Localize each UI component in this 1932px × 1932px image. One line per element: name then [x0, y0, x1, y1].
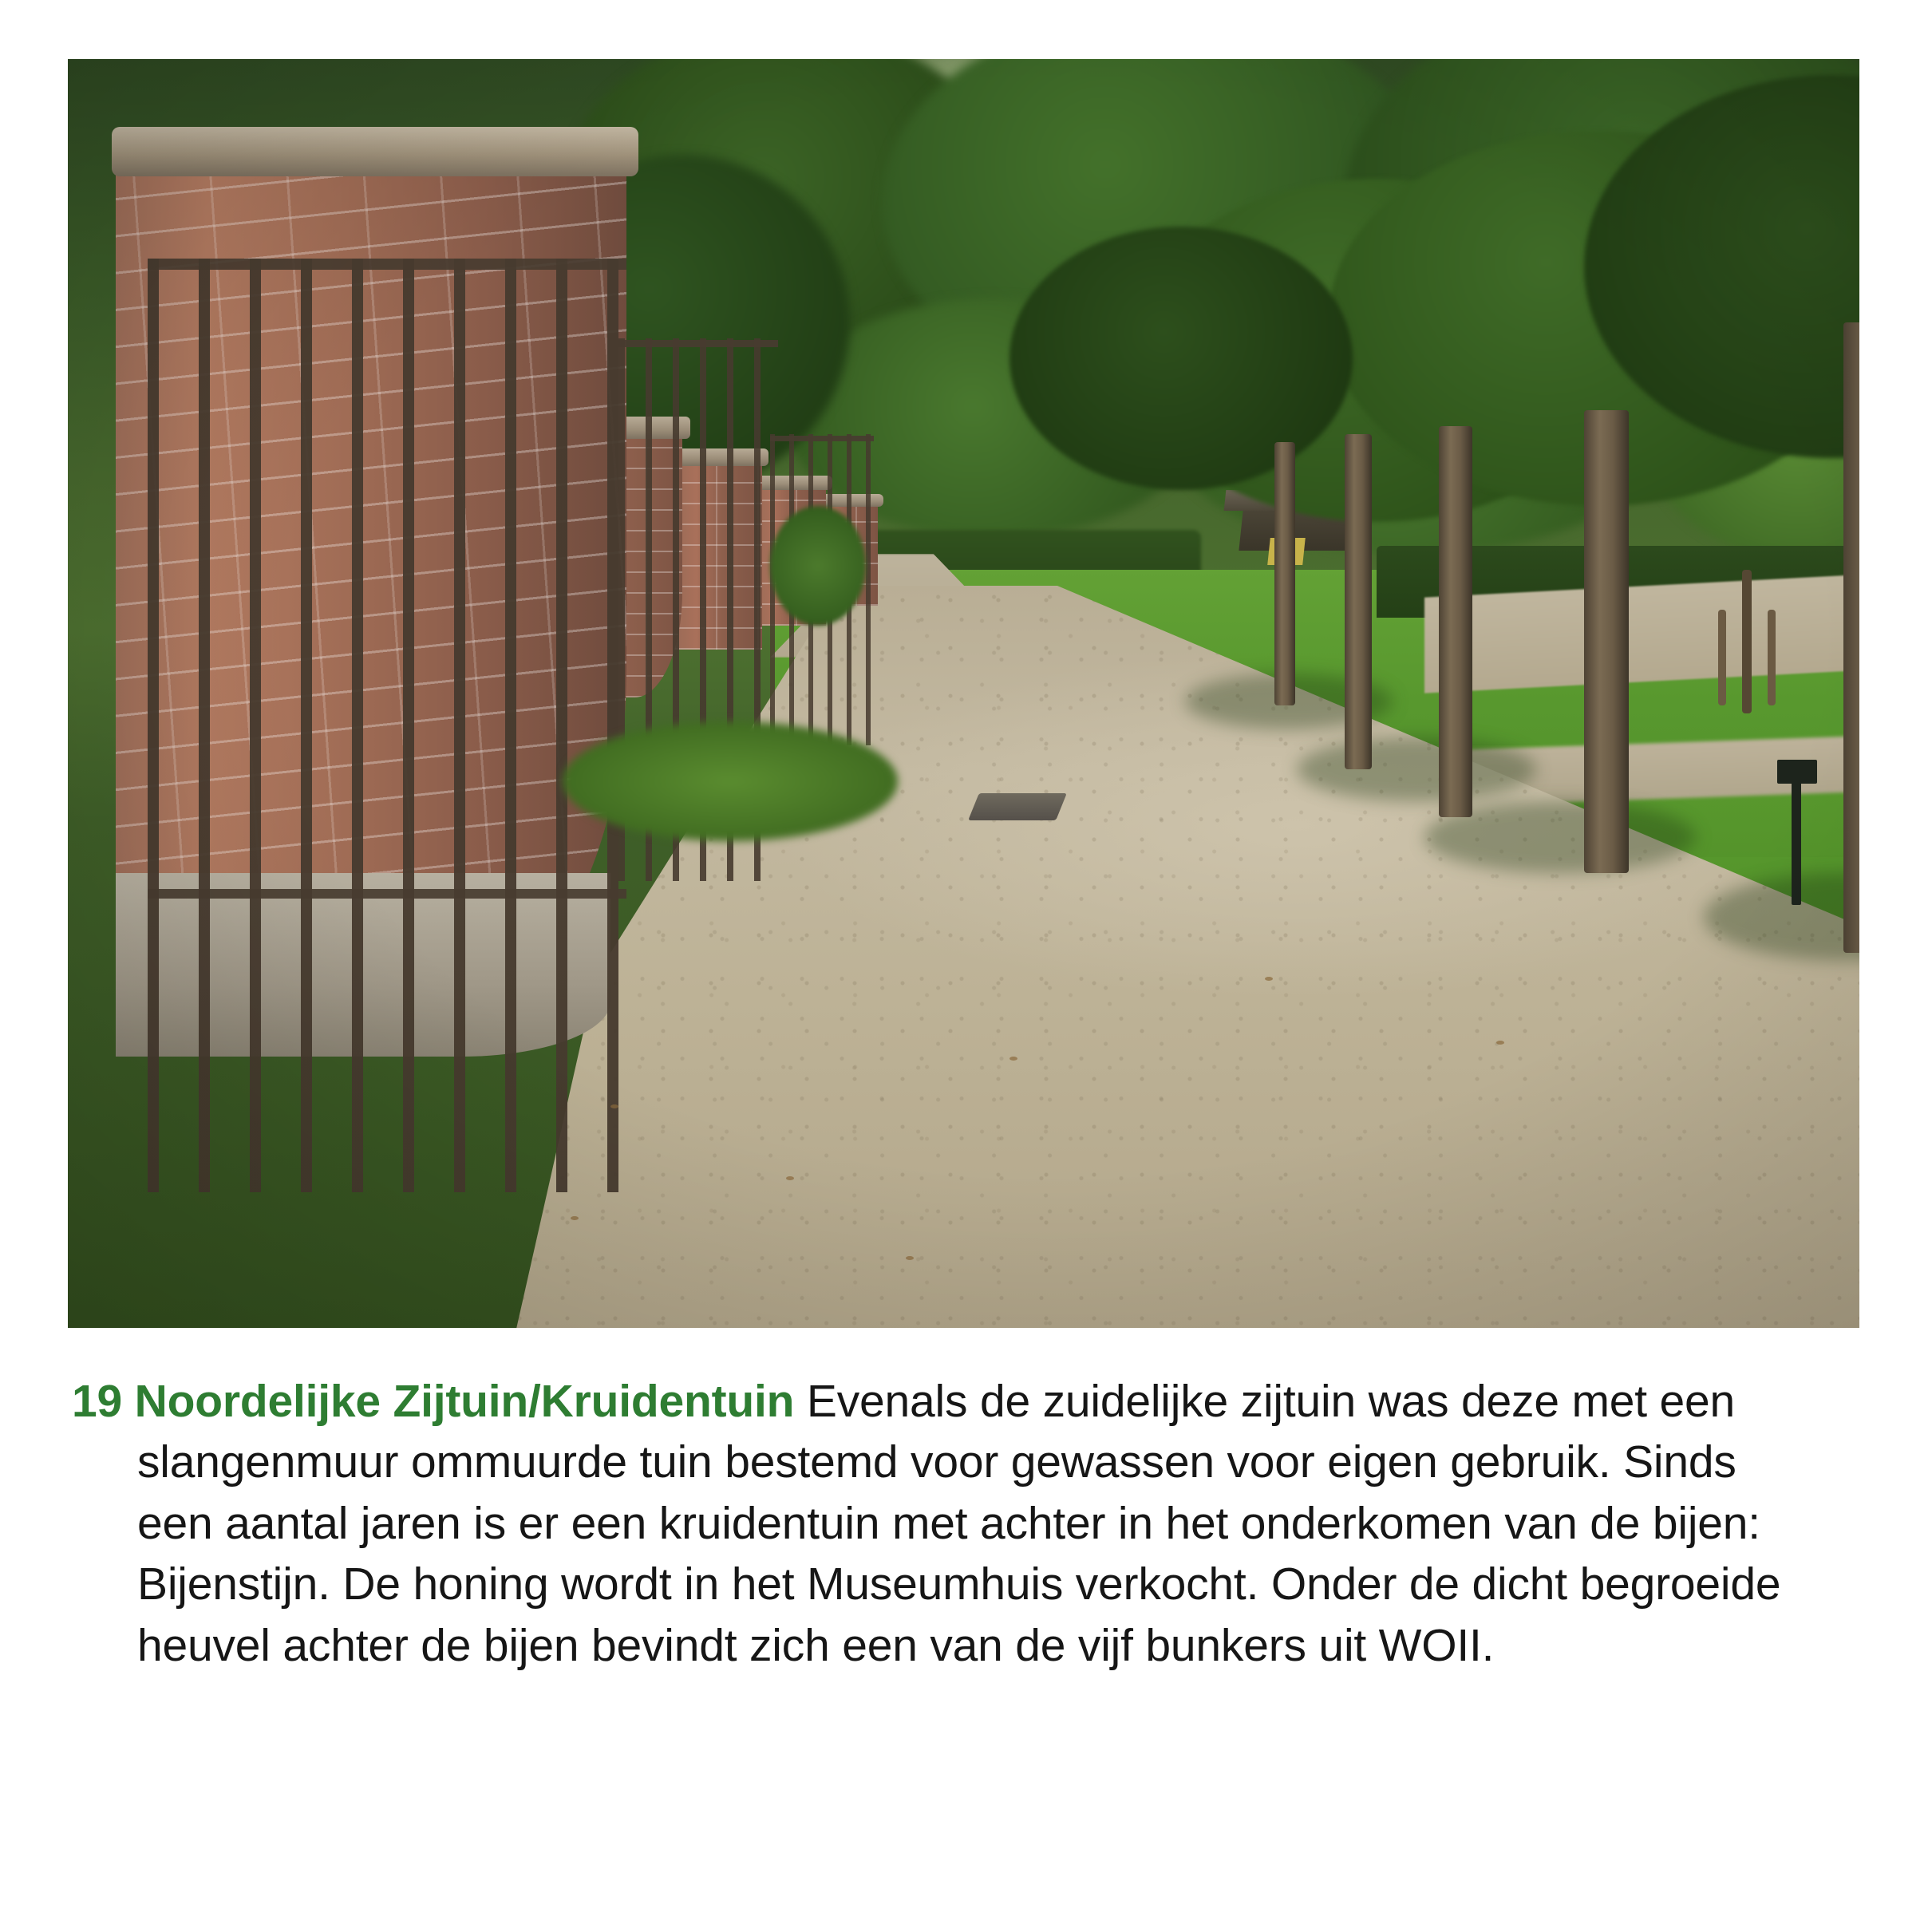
path-lamp-head [1777, 760, 1817, 784]
figure-caption [72, 1371, 1804, 1676]
railing-top-rail [148, 259, 626, 270]
caption-number: 19 [72, 1376, 123, 1427]
leaf-litter [1496, 1041, 1504, 1045]
drain-grate [968, 793, 1067, 820]
caption-title: Noordelijke Zijtuin/Kruidentuin [134, 1376, 795, 1427]
railing-mid-rail [148, 889, 626, 899]
young-tree-trunk [1742, 570, 1752, 713]
tree-trunk [1345, 434, 1372, 769]
leaf-litter [610, 1104, 618, 1108]
photo-figure [68, 59, 1859, 1328]
tree-shadow [1297, 737, 1536, 801]
grass-verge [563, 721, 898, 841]
railing-top-rail [770, 436, 874, 441]
tree-canopy [1009, 227, 1353, 490]
tree-stake [1718, 610, 1726, 705]
caption-body: Evenals de zuidelijke zijtuin was deze met een slangenmuur ommuurde tuin bestemd voor gewassen voor eigen gebruik. Sinds een aantal jaren is er een kruidentuin met achter in het onderkomen van de bijen: Bijenstijn. De honing wordt in het Museumhuis verkocht. Onder de dicht begroeide heuvel achter de bijen bevindt zich een van de vijf bunkers uit WOII. [137, 1376, 1781, 1671]
leaf-litter [1265, 977, 1273, 981]
tree-stake [1768, 610, 1776, 705]
tree-trunk [1843, 322, 1859, 953]
tree-trunk [1584, 410, 1629, 873]
leaf-litter [786, 1176, 794, 1180]
tree-trunk [1274, 442, 1295, 705]
leaf-litter [571, 1216, 579, 1220]
wall-coping [112, 127, 638, 176]
photo-canvas [68, 59, 1859, 1328]
tree-trunk [1439, 426, 1472, 817]
railing-top-rail [618, 340, 778, 347]
climbing-plant [770, 506, 866, 626]
wall-railing-bars [148, 259, 626, 1192]
path-lamp-post [1792, 777, 1801, 905]
leaf-litter [906, 1256, 914, 1260]
leaf-litter [1009, 1057, 1017, 1061]
